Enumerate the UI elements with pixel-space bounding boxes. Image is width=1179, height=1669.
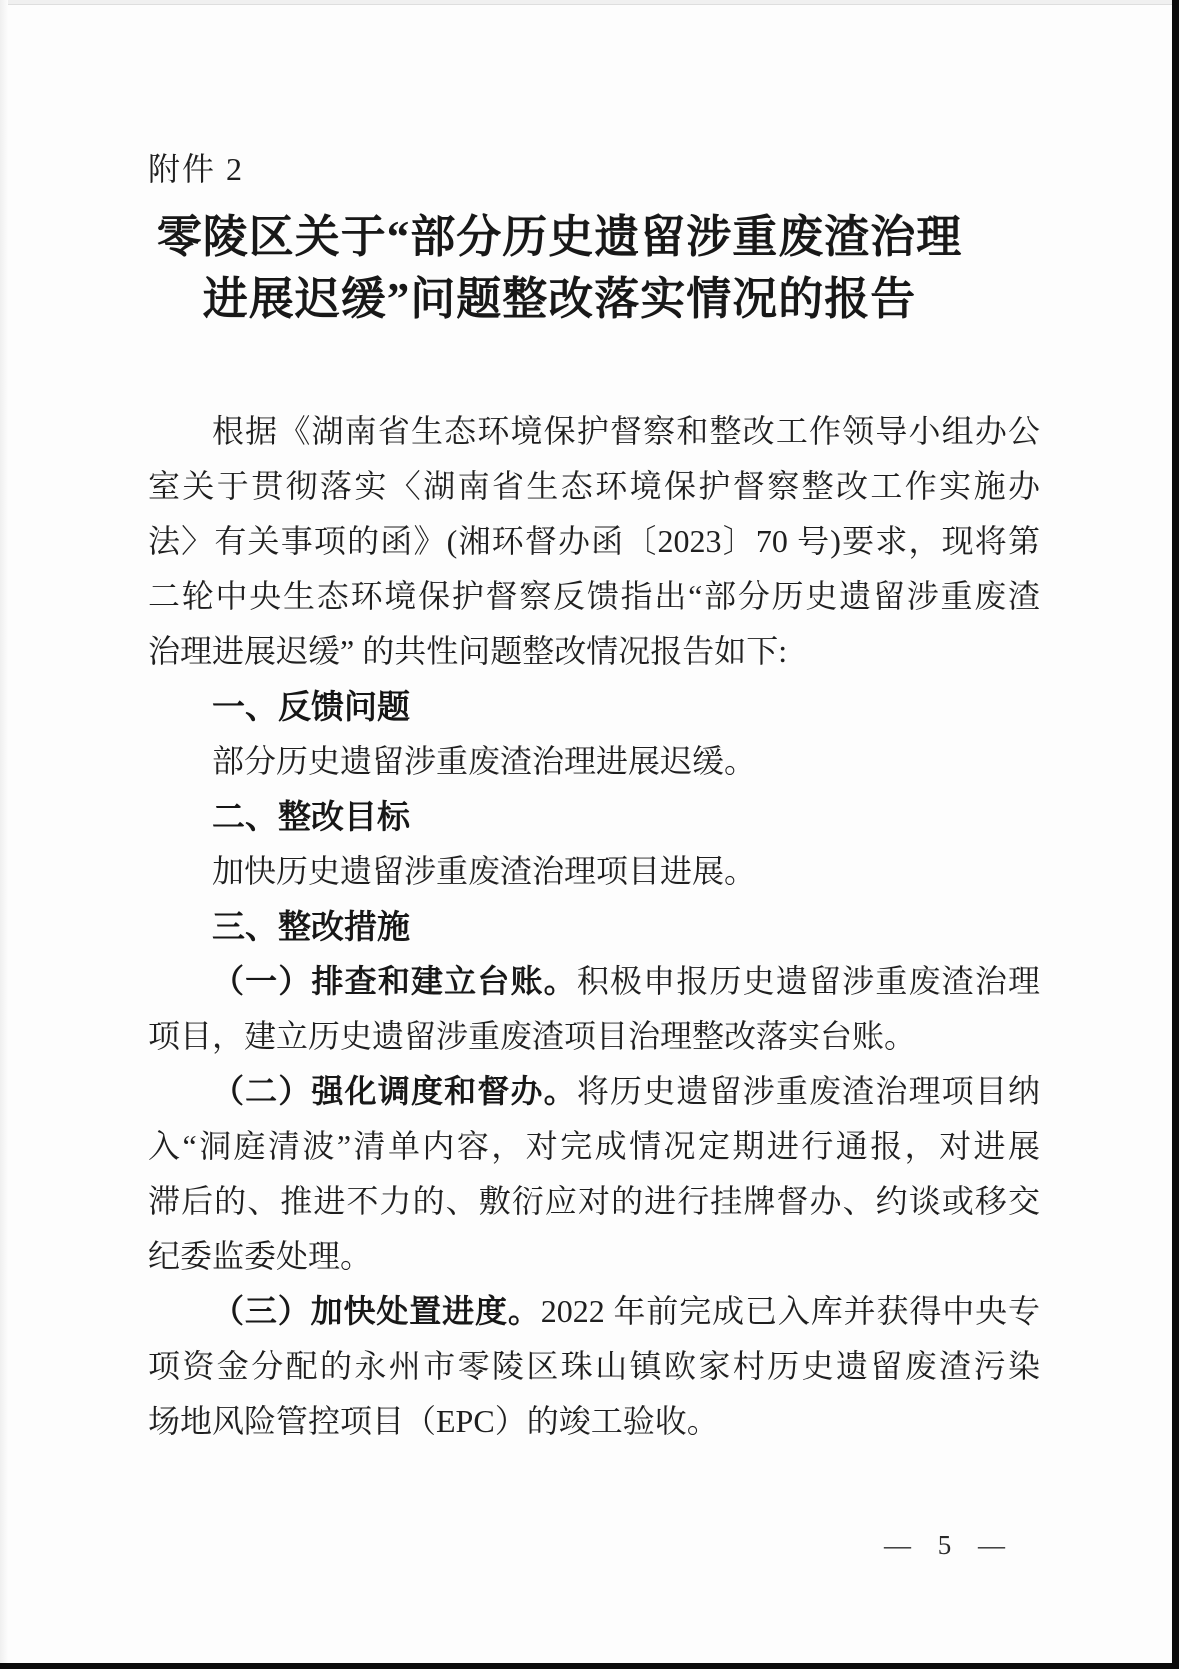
section1-text: 部分历史遗留涉重废渣治理进展迟缓。 (212, 743, 757, 779)
report-title-line1: 零陵区关于“部分历史遗留涉重废渣治理 (156, 212, 963, 262)
measure3-head: （三）加快处置进度。 (212, 1293, 541, 1329)
attachment-label: 附件 2 (148, 151, 245, 187)
measure3-line1-rest: 2022 年前完成已入库并获得中央专 (540, 1293, 1040, 1329)
measure1-line2: 项目，建立历史遗留涉重废渣项目治理整改落实台账。 (148, 1018, 917, 1054)
section2-heading: 二、整改目标 (212, 798, 410, 835)
measure2-line1-rest: 将历史遗留涉重废渣治理项目纳 (576, 1073, 1040, 1109)
para1-line5: 治理进展迟缓” 的共性问题整改情况报告如下: (148, 633, 788, 669)
scan-edge-top (0, 0, 1179, 5)
para1-line2: 室关于贯彻落实〈湖南省生态环境保护督察整改工作实施办 (148, 468, 1040, 504)
measure3-line2: 项资金分配的永州市零陵区珠山镇欧家村历史遗留废渣污染 (148, 1348, 1040, 1384)
para1-line4: 二轮中央生态环境保护督察反馈指出“部分历史遗留涉重废渣 (148, 578, 1040, 614)
measure2-head: （二）强化调度和督办。 (212, 1073, 577, 1109)
section3-heading: 三、整改措施 (212, 908, 410, 945)
measure1-head: （一）排查和建立台账。 (212, 963, 577, 999)
page-number: — 5 — (884, 1530, 1015, 1560)
section1-heading: 一、反馈问题 (212, 688, 410, 725)
scan-edge-bottom (0, 1663, 1179, 1669)
report-title (0, 206, 1119, 330)
report-body (148, 404, 1040, 1449)
measure3-line3: 场地风险管控项目（EPC）的竣工验收。 (148, 1403, 719, 1439)
para1-line1: 根据《湖南省生态环境保护督察和整改工作领导小组办公 (212, 413, 1040, 449)
measure3-line1 (148, 1284, 1040, 1339)
scan-edge-right (1172, 0, 1179, 1669)
para1-line3: 法〉有关事项的函》(湘环督办函〔2023〕70 号)要求，现将第 (148, 523, 1040, 559)
measure1-line1-rest: 积极申报历史遗留涉重废渣治理 (576, 963, 1040, 999)
section2-text: 加快历史遗留涉重废渣治理项目进展。 (212, 853, 757, 889)
measure2-line2: 入“洞庭清波”清单内容，对完成情况定期进行通报，对进展 (148, 1128, 1040, 1164)
measure2-line4: 纪委监委处理。 (148, 1238, 373, 1274)
measure2-line3: 滞后的、推进不力的、敷衍应对的进行挂牌督办、约谈或移交 (148, 1183, 1040, 1219)
measure2-line1 (148, 1064, 1040, 1119)
measure1-line1 (148, 954, 1040, 1009)
report-title-line2: 进展迟缓”问题整改落实情况的报告 (202, 274, 917, 324)
